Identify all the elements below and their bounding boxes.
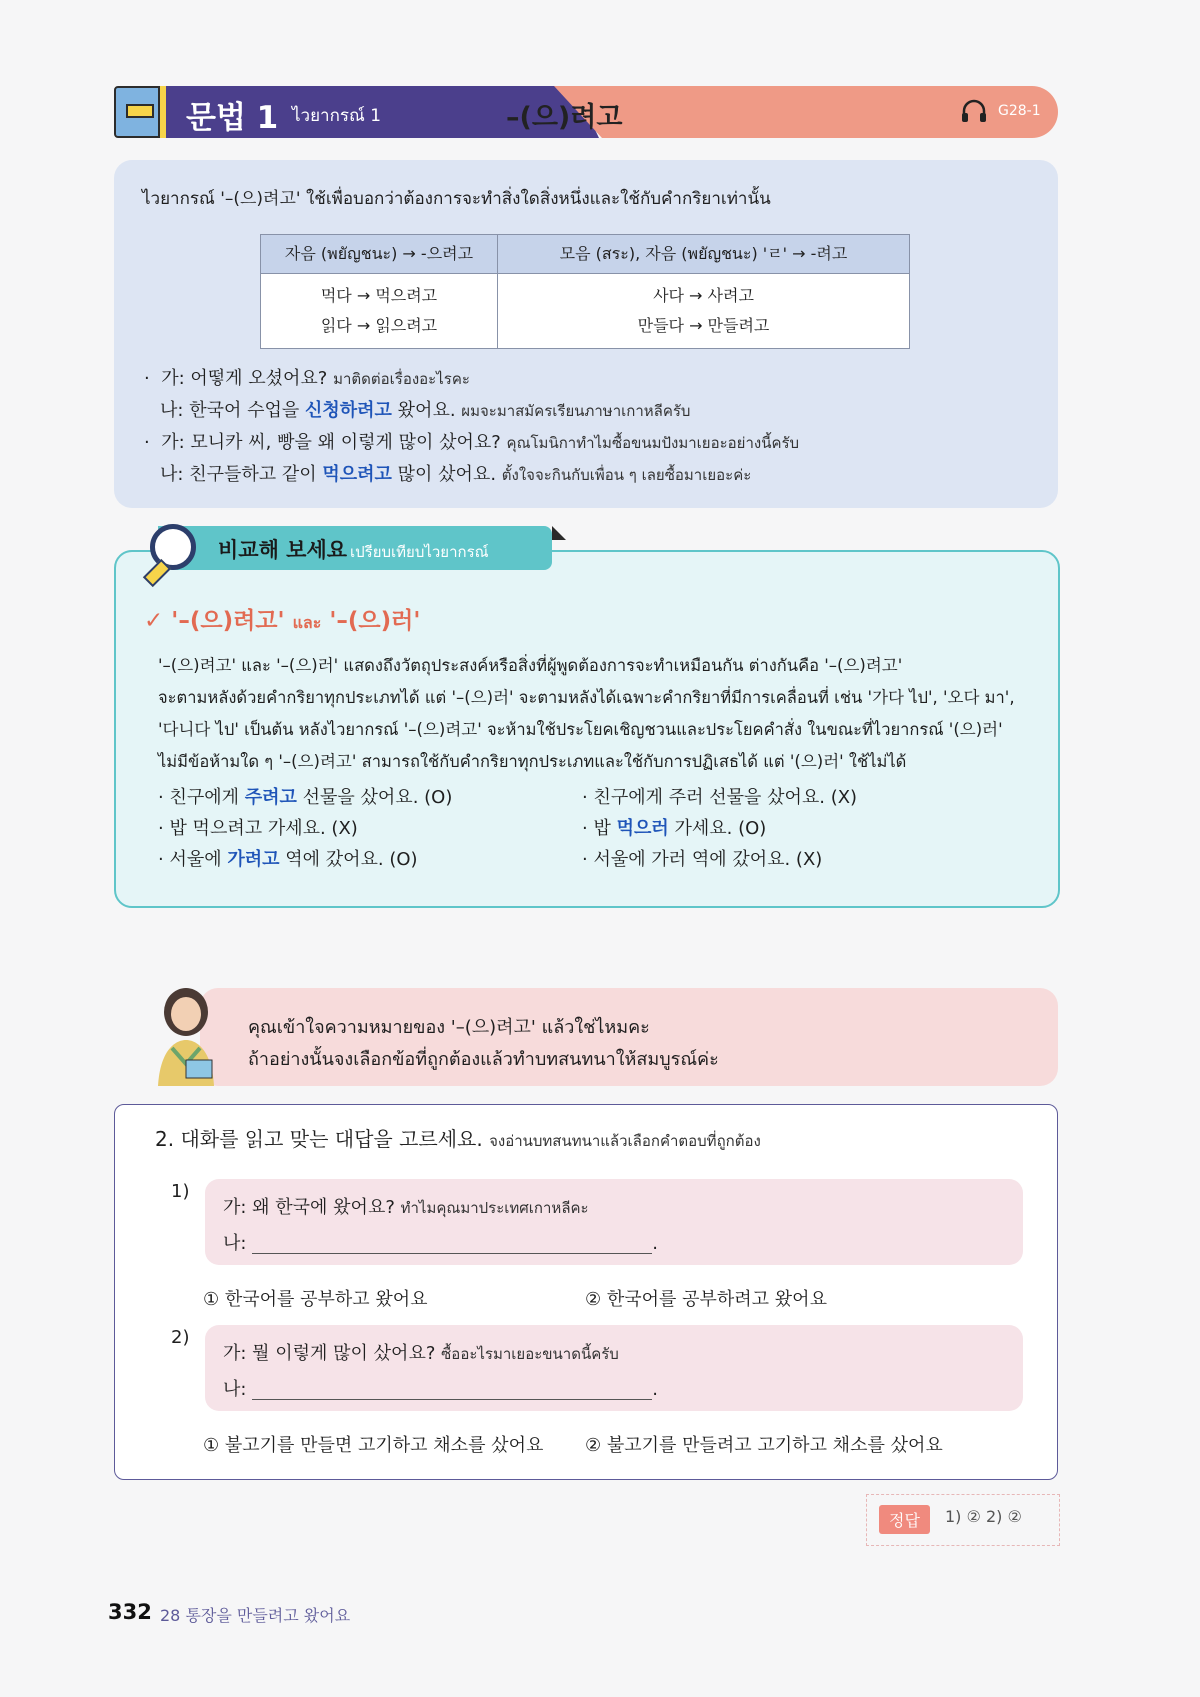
prompt-bubble: [200, 988, 1058, 1086]
speaker: 나:: [160, 400, 184, 421]
compare-right-list: [582, 782, 857, 875]
dialogue-question: 가: 뭘 이렇게 많이 샀어요? ซื้ออะไรมาเยอะขนาดนี้ครับ: [223, 1343, 619, 1364]
exercise-box: [114, 1104, 1058, 1480]
bullet: ·: [144, 368, 150, 389]
example-text: 모니카 씨, 빵을 왜 이렇게 많이 샀어요?: [190, 432, 501, 453]
compare-line: ไม่มีข้อห้ามใด ๆ '–(으)려고' สามารถใช้กับคำกริยาทุกประเภทและใช้กับการปฏิเสธได้ แต่ '(으)러' ใช้ไม่ได้: [158, 752, 907, 771]
example-thai: ผมจะมาสมัครเรียนภาษาเกาหลีครับ: [461, 402, 691, 420]
header-subtitle: ไวยากรณ์ 1: [292, 106, 382, 126]
compare-example: · 친구에게 주려고 선물을 샀어요. (O): [158, 787, 453, 808]
option-1[interactable]: ① 불고기를 만들면 고기하고 채소를 샀어요: [203, 1435, 544, 1456]
table-example: 사다 → 사려고: [653, 286, 754, 305]
grammar-panel: [114, 160, 1058, 508]
table-head-consonant: 자음 (พยัญชนะ) → -으려고: [261, 235, 498, 274]
compare-tab-thai: เปรียบเทียบไวยากรณ์: [350, 543, 489, 561]
prompt-line: ถ้าอย่างนั้นจงเลือกข้อที่ถูกต้องแล้วทำบทสนทนาให้สมบูรณ์ค่ะ: [248, 1049, 719, 1070]
header-title: 문법 1: [186, 100, 279, 136]
exercise-title-thai: จงอ่านบทสนทนาแล้วเลือกคำตอบที่ถูกต้อง: [489, 1132, 761, 1150]
example-thai: มาติดต่อเรื่องอะไรคะ: [333, 370, 470, 388]
compare-line: '다니다 ไป' เป็นต้น หลังไวยากรณ์ '–(으)려고' จะห้ามใช้ประโยคเชิญชวนและประโยคคำสั่ง ในขณะที่ไวยากรณ์ '(으)러': [158, 720, 1003, 739]
compare-line: จะตามหลังด้วยคำกริยาทุกประเภทได้ แต่ '–(으)러' จะตามหลังได้เฉพาะคำกริยาที่มีการเคลื่อนที่ เช่น '가다 ไป', '오다 มา',: [158, 688, 1015, 707]
compare-title-b: '–(으)러': [329, 608, 421, 634]
grammar-header: [114, 86, 1058, 138]
option-1[interactable]: ① 한국어를 공부하고 왔어요: [203, 1289, 428, 1310]
table-cell-left: [261, 274, 498, 349]
compare-title: [144, 602, 420, 636]
answer-box: [866, 1494, 1060, 1546]
audio-code[interactable]: G28-1: [998, 103, 1041, 119]
example-thai: คุณโมนิกาทำไมซื้อขนมปังมาเยอะอย่างนี้ครับ: [506, 434, 800, 452]
compare-example: · 밥 먹으려고 가세요. (X): [158, 818, 358, 839]
example-text: 왔어요.: [397, 400, 456, 421]
compare-example: · 서울에 가려고 역에 갔어요. (O): [158, 849, 418, 870]
answer-blank[interactable]: [252, 1381, 652, 1400]
check-icon: ✓: [144, 608, 164, 634]
headphones-icon[interactable]: [961, 99, 987, 123]
compare-body: [158, 650, 1038, 778]
speaker: 가:: [161, 368, 185, 389]
teacher-avatar-icon: [146, 982, 226, 1086]
example-line: [160, 460, 751, 487]
table-example: 만들다 → 만들려고: [637, 316, 770, 335]
option-2[interactable]: ② 불고기를 만들려고 고기하고 채소를 샀어요: [585, 1435, 943, 1456]
header-grammar: –(으)려고: [506, 102, 623, 133]
grammar-intro: ไวยากรณ์ '–(으)려고' ใช้เพื่อบอกว่าต้องการจะทำสิ่งใดสิ่งหนึ่งและใช้กับคำกริยาเท่านั้น: [142, 189, 771, 209]
compare-title-and: และ: [292, 613, 322, 632]
compare-example: · 친구에게 주러 선물을 샀어요. (X): [582, 787, 858, 808]
compare-title-a: '–(으)려고': [171, 608, 285, 634]
compare-line: '–(으)려고' และ '–(으)러' แสดงถึงวัตถุประสงค์หรือสิ่งที่ผู้พูดต้องการจะทำเหมือนกัน ต่างกันคือ '–(으)려고': [158, 656, 903, 675]
example-line: [160, 396, 690, 423]
compare-example: · 밥 먹으러 가세요. (O): [582, 818, 767, 839]
compare-tab-label: 비교해 보세요: [218, 538, 348, 562]
prompt-line: คุณเข้าใจความหมายของ '–(으)려고' แล้วใช่ไหมคะ: [248, 1017, 650, 1038]
table-example: 읽다 → 읽으려고: [320, 316, 438, 335]
dialogue-answer: 나: .: [223, 1233, 658, 1254]
compare-tab: [158, 526, 552, 570]
book-spine: [158, 86, 166, 138]
exercise-title-ko: 2. 대화를 읽고 맞는 대답을 고르세요.: [155, 1127, 483, 1151]
table-cell-right: [498, 274, 910, 349]
table-head-vowel: 모음 (สระ), 자음 (พยัญชนะ) 'ㄹ' → -려고: [498, 235, 910, 274]
question-number: 1): [171, 1181, 190, 1202]
dialogue-box: [205, 1179, 1023, 1265]
example-text: 친구들하고 같이: [189, 464, 317, 485]
bullet: ·: [144, 432, 150, 453]
compare-left-list: [158, 782, 452, 875]
compare-example: · 서울에 가러 역에 갔어요. (X): [582, 849, 823, 870]
table-example: 먹다 → 먹으려고: [320, 286, 438, 305]
answer-value: 1) ② 2) ②: [945, 1507, 1022, 1526]
speaker: 나:: [160, 464, 184, 485]
question-number: 2): [171, 1327, 190, 1348]
conjugation-table: [260, 234, 910, 349]
example-text: 어떻게 오셨어요?: [190, 368, 328, 389]
answer-blank[interactable]: [252, 1235, 652, 1254]
tab-corner: [552, 526, 566, 540]
compare-panel: [114, 550, 1060, 908]
dialogue-box: [205, 1325, 1023, 1411]
chapter-title: 28 통장을 만들려고 왔어요: [160, 1606, 351, 1625]
highlight: 먹으려고: [322, 464, 392, 485]
page-number: 332: [108, 1600, 152, 1624]
dialogue-answer: 나: .: [223, 1379, 658, 1400]
highlight: 신청하려고: [304, 400, 392, 421]
answer-badge: 정답: [879, 1505, 930, 1534]
exercise-title: [155, 1123, 761, 1153]
example-line: [144, 364, 470, 391]
option-2[interactable]: ② 한국어를 공부하려고 왔어요: [585, 1289, 827, 1310]
dialogue-question: 가: 왜 한국에 왔어요? ทำไมคุณมาประเทศเกาหลีคะ: [223, 1197, 589, 1218]
example-text: 많이 샀어요.: [397, 464, 497, 485]
example-text: 한국어 수업을: [189, 400, 300, 421]
example-line: [144, 428, 799, 455]
example-thai: ตั้งใจจะกินกับเพื่อน ๆ เลยซื้อมาเยอะค่ะ: [501, 466, 752, 484]
speaker: 가:: [161, 432, 185, 453]
